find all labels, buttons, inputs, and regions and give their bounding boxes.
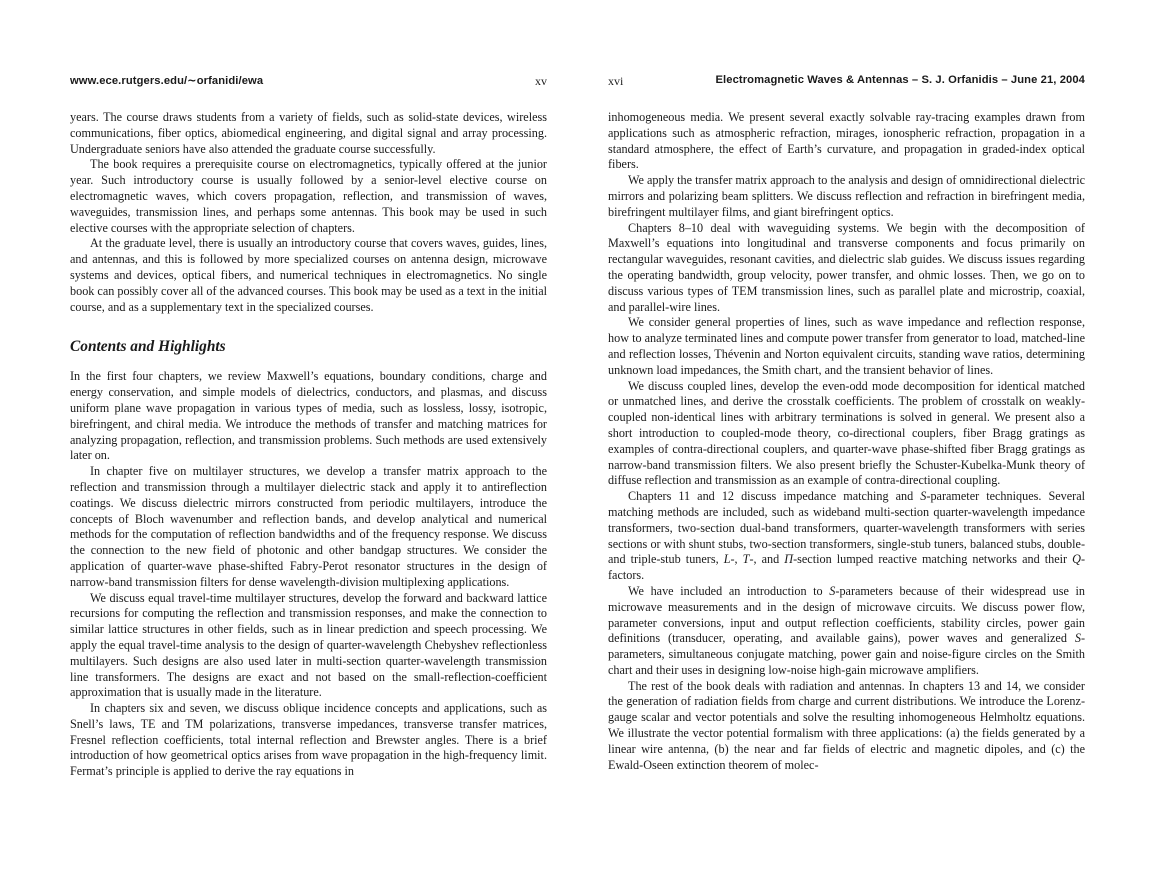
paragraph: inhomogeneous media. We present several exactly solvable ray-tracing examples drawn from applications such as atmospheric refraction, mirages, ionospheric refraction, propagation in a standard atmosphere, the effect of Earth’s curvature, and propagation in graded-index optical fibers.: [608, 110, 1085, 172]
header-url: www.ece.rutgers.edu/∼orfanidi/ewa: [70, 75, 264, 87]
paragraph: Chapters 8–10 deal with waveguiding systems. We begin with the decomposition of Maxwell’s equations into longitudinal and transverse components and focus primarily on rectangular waveguides, resonant cavities, and dielectric slab guides. We discuss issues regarding the operating bandwidth, group velocity, power transfer, and ohmic losses. Then, we go on to discuss various types of TEM transmission lines, such as parallel plate and microstrip, coaxial, and parallel-wire lines.: [608, 220, 1085, 314]
paragraph: In chapter five on multilayer structures, we develop a transfer matrix approach to the reflection and transmission through a multilayer dielectric stack and apply it to antireflection coatings. We discuss dielectric mirrors constructed from periodic multilayers, introduce the concepts of Bloch wavenumber and reflection bands, and develop analytical and numerical methods for the computation of reflection bandwidths and of the frequency response. We discuss the connection to the new field of photonic and other bandgap structures. We consider the application of quarter-wave phase-shifted Fabry-Perot resonator structures in the design of narrow-band transmission filters for dense wavelength-division multiplexing applications.: [70, 464, 547, 589]
left-page-body: [70, 110, 547, 780]
left-page-header: [70, 74, 547, 90]
paragraph: The rest of the book deals with radiation and antennas. In chapters 13 and 14, we consider the generation of radiation fields from charge and current distributions. We introduce the Lorenz-gauge scalar and vector potentials and solve the resulting inhomogeneous Helmholtz equations. We illustrate the vector potential formalism with three applications: (a) the fields generated by a linear wire antenna, (b) the near and far fields of electric and magnetic dipoles, and (c) the Ewald-Oseen extinction theorem of molec-: [608, 678, 1085, 772]
paragraph: In chapters six and seven, we discuss oblique incidence concepts and applications, such as Snell’s laws, TE and TM polarizations, transverse impedances, transverse transfer matrices, Fresnel reflection coefficients, total internal reflection and Brewster angles. There is a brief introduction of how geometrical optics arises from wave propagation in the high-frequency limit. Fermat’s principle is applied to derive the ray equations in: [70, 701, 547, 779]
paragraph: We apply the transfer matrix approach to the analysis and design of omnidirectional dielectric mirrors and polarizing beam splitters. We discuss reflection and refraction in birefringent media, birefringent multilayer films, and giant birefringent optics.: [608, 173, 1085, 219]
right-page-body: [608, 110, 1085, 773]
paragraph: Chapters 11 and 12 discuss impedance matching and S-parameter techniques. Several matching methods are included, such as wideband multi-section quarter-wavelength impedance transformers, two-section dual-band transformers, quarter-wavelength transformers with series sections or with shunt stubs, two-section transformers, single-stub tuners, balanced stubs, double- and triple-stub tuners, L-, T-, and Π-section lumped reactive matching networks and their Q-factors.: [608, 489, 1086, 583]
section-heading: Contents and Highlights: [70, 338, 226, 356]
paragraph: We discuss coupled lines, develop the even-odd mode decomposition for identical matched or unmatched lines, and derive the crosstalk coefficients. The problem of crosstalk on weakly-coupled non-identical lines with arbitrary terminations is solved in general. We present also a short introduction to coupled-mode theory, co-directional couplers, fiber Bragg gratings as examples of contra-directional couplers, and quarter-wave phase-shifted fiber Bragg gratings as narrow-band transmission filters. We also present briefly the Schuster-Kubelka-Munk theory of diffuse reflection and transmission as an example of contra-directional coupling.: [608, 378, 1085, 488]
paragraph: We have included an introduction to S-parameters because of their widespread use in microwave measurements and in the design of microwave circuits. We discuss power flow, parameter conversions, input and output reflection coefficients, stability circles, power gain definitions (transducer, operating, and available gains), power waves and generalized S-parameters, simultaneous conjugate matching, power gain and noise-figure circles on the Smith chart and their uses in designing low-noise high-gain microwave amplifiers.: [608, 583, 1086, 677]
paragraph: The book requires a prerequisite course on electromagnetics, typically offered at the junior year. Such introductory course is usually followed by a senior-level elective course on electromagnetic waves, which covers propagation, reflection, and transmission of waves, waveguides, transmission lines, and perhaps some antennas. This book may be used in such elective courses with the appropriate selection of chapters.: [70, 157, 547, 235]
page-number: xv: [535, 74, 547, 88]
paragraph: In the first four chapters, we review Maxwell’s equations, boundary conditions, charge and energy conservation, and simple models of dielectrics, conductors, and plasmas, and discuss uniform plane wave propagation in various types of media, such as lossless, lossy, isotropic, birefringent, and chiral media. We introduce the methods of transfer and matching matrices for analyzing propagation, reflection, and transmission problems. Such methods are used extensively later on.: [70, 369, 547, 463]
page-number: xvi: [608, 74, 624, 88]
right-page-header: [608, 74, 1085, 90]
paragraph: We consider general properties of lines, such as wave impedance and reflection response, how to analyze terminated lines and compute power transfer from generator to load, matched-line and reflection losses, Thévenin and Norton equivalent circuits, standing wave ratios, determining unknown load impedances, the Smith chart, and the transient behavior of lines.: [608, 315, 1085, 377]
paragraph: At the graduate level, there is usually an introductory course that covers waves, guides, lines, and antennas, and this is followed by more specialized courses on antenna design, microwave systems and devices, optical fibers, and numerical techniques in electromagnetics. No single book can possibly cover all of the advanced courses. This book may be used as a text in the initial course, and as a supplementary text in the specialized courses.: [70, 236, 547, 314]
running-title: Electromagnetic Waves & Antennas – S. J. Orfanidis – June 21, 2004: [715, 74, 1085, 86]
paragraph: We discuss equal travel-time multilayer structures, develop the forward and backward lattice recursions for computing the reflection and transmission responses, and make the connection to similar lattice structures in other fields, such as in linear prediction and speech processing. We apply the equal travel-time analysis to the design of quarter-wavelength Chebyshev reflectionless multilayers. Such designs are also used later in multi-section quarter-wavelength transmission line transformers. The designs are exact and not based on the small-reflection-coefficient approximation that is usually made in the literature.: [70, 590, 547, 700]
paragraph: years. The course draws students from a variety of fields, such as solid-state devices, wireless communications, fiber optics, abiomedical engineering, and digital signal and array processing. Undergraduate seniors have also attended the graduate course successfully.: [70, 110, 547, 156]
